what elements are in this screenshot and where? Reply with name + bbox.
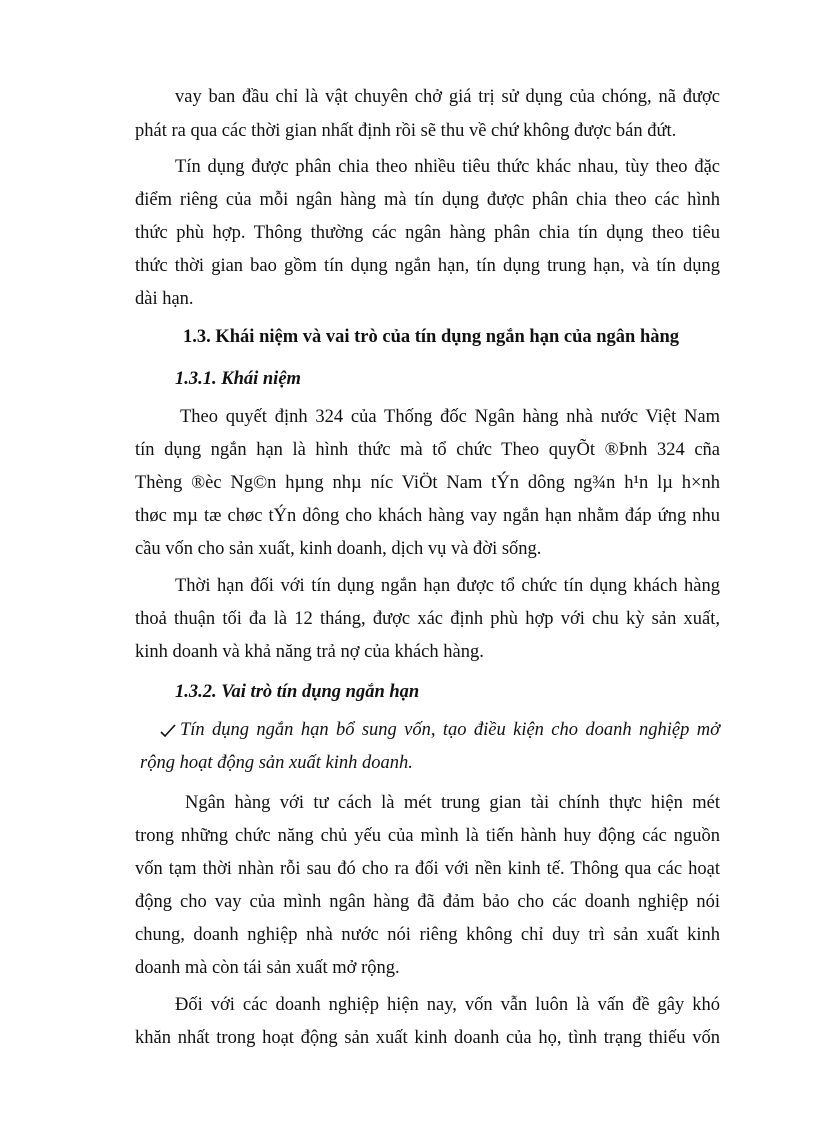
paragraph-line: động cho vay của mình ngân hàng đã đảm bảo cho các doanh nghiệp nói bbox=[135, 892, 720, 912]
subsection-heading: 1.3.2. Vai trò tín dụng ngắn hạn bbox=[175, 682, 420, 702]
subsection-heading: 1.3.1. Khái niệm bbox=[175, 369, 301, 389]
paragraph-line: dài hạn. bbox=[135, 289, 194, 309]
paragraph-line: vay ban đầu chỉ là vật chuyên chở giá trị sử dụng của chóng, nã được bbox=[175, 87, 720, 107]
paragraph-line: điểm riêng của mỗi ngân hàng mà tín dụng được phân chia theo các hình bbox=[135, 190, 720, 210]
checkmark-icon bbox=[160, 723, 176, 739]
paragraph-line: trong những chức năng chủ yếu của mình là tiến hành huy động các nguồn bbox=[135, 826, 720, 846]
paragraph-line: chung, doanh nghiệp nhà nước nói riêng không chỉ duy trì sản xuất kinh bbox=[135, 925, 720, 945]
paragraph-line: Thèng ®èc Ng©n hµng nhµ níc ViÖt Nam tÝn dông ng¾n h¹n lµ h×nh bbox=[135, 473, 720, 493]
paragraph-line: phát ra qua các thời gian nhất định rồi sẽ thu về chứ không được bán đứt. bbox=[135, 121, 677, 141]
paragraph-line: thức phù hợp. Thông thường các ngân hàng phân chia tín dụng theo tiêu bbox=[135, 223, 720, 243]
bullet-line: rộng hoạt động sản xuất kinh doanh. bbox=[140, 753, 413, 773]
paragraph-line: Tín dụng được phân chia theo nhiều tiêu thức khác nhau, tùy theo đặc bbox=[175, 157, 720, 177]
paragraph-line: thøc mµ tæ chøc tÝn dông cho khách hàng vay ngắn hạn nhằm đáp ứng nhu bbox=[135, 506, 720, 526]
paragraph-line: Thời hạn đối với tín dụng ngắn hạn được tổ chức tín dụng khách hàng bbox=[175, 576, 720, 596]
paragraph-line: khăn nhất trong hoạt động sản xuất kinh doanh của họ, tình trạng thiếu vốn bbox=[135, 1028, 720, 1048]
paragraph-line: vốn tạm thời nhàn rỗi sau đó cho ra đối với nền kinh tế. Thông qua các hoạt bbox=[135, 859, 720, 879]
paragraph-line: thức thời gian bao gồm tín dụng ngắn hạn, tín dụng trung hạn, và tín dụng bbox=[135, 256, 720, 276]
paragraph-line: Theo quyết định 324 của Thống đốc Ngân hàng nhà nước Việt Nam bbox=[180, 407, 720, 427]
paragraph-line: kinh doanh và khả năng trả nợ của khách hàng. bbox=[135, 642, 484, 662]
paragraph-line: thoả thuận tối đa là 12 tháng, được xác định phù hợp với chu kỳ sản xuất, bbox=[135, 609, 720, 629]
bullet-line: Tín dụng ngắn hạn bổ sung vốn, tạo điều kiện cho doanh nghiệp mở bbox=[180, 720, 720, 740]
paragraph-line: Ngân hàng với tư cách là mét trung gian tài chính thực hiện mét bbox=[185, 793, 720, 813]
paragraph-line: cầu vốn cho sản xuất, kinh doanh, dịch vụ và đời sống. bbox=[135, 539, 542, 559]
paragraph-line: doanh mà còn tái sản xuất mở rộng. bbox=[135, 958, 400, 978]
paragraph-line: tín dụng ngắn hạn là hình thức mà tổ chức Theo quyÕt ®Þnh 324 cña bbox=[135, 440, 720, 460]
paragraph-line: Đối với các doanh nghiệp hiện nay, vốn vẫn luôn là vấn đề gây khó bbox=[175, 995, 720, 1015]
section-heading: 1.3. Khái niệm và vai trò của tín dụng ngắn hạn của ngân hàng bbox=[183, 327, 680, 347]
